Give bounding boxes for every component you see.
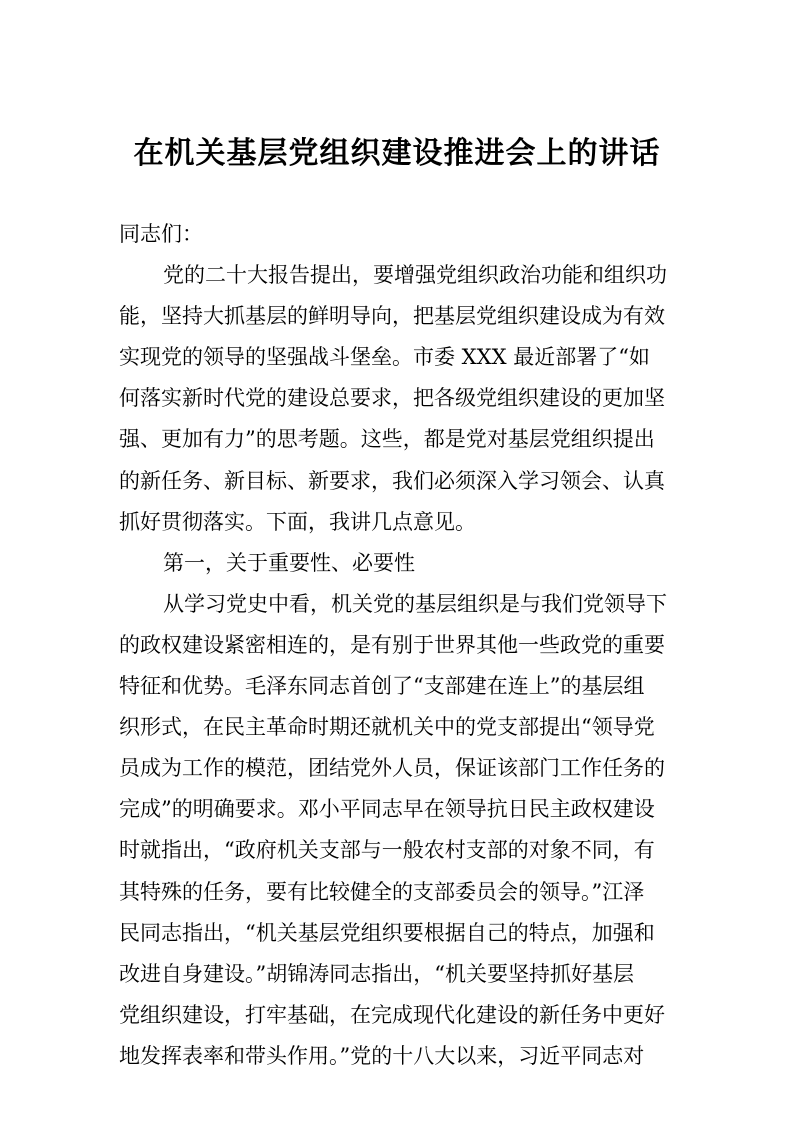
salutation-line: 同志们： <box>119 222 203 246</box>
paragraph-line: 的政权建设紧密相连的，是有别于世界其他一些政党的重要 <box>119 632 665 657</box>
paragraph-line: 实现党的领导的坚强战斗堡垒。市委 XXX 最近部署了“如 <box>119 345 650 370</box>
paragraph-line: 改进自身建设。”胡锦涛同志指出，“机关要坚持抓好基层 <box>119 961 634 986</box>
paragraph-line: 地发挥表率和带头作用。”党的十八大以来，习近平同志对 <box>119 1043 645 1068</box>
paragraph-line: 党的二十大报告提出，要增强党组织政治功能和组织功 <box>163 263 667 288</box>
paragraph-line: 强、更加有力”的思考题。这些，都是党对基层党组织提出 <box>119 427 655 452</box>
paragraph-line: 时就指出，“政府机关支部与一般农村支部的对象不同，有 <box>119 838 655 863</box>
paragraph-line: 党组织建设，打牢基础，在完成现代化建设的新任务中更好 <box>119 1002 665 1027</box>
paragraph-line: 能，坚持大抓基层的鲜明导向，把基层党组织建设成为有效 <box>119 304 665 329</box>
paragraph-line: 抓好贯彻落实。下面，我讲几点意见。 <box>119 509 476 534</box>
section-heading: 第一，关于重要性、必要性 <box>163 550 415 575</box>
paragraph-line: 员成为工作的模范，团结党外人员，保证该部门工作任务的 <box>119 756 665 781</box>
paragraph-line: 织形式，在民主革命时期还就机关中的党支部提出“领导党 <box>119 715 655 740</box>
paragraph-line: 从学习党史中看，机关党的基层组织是与我们党领导下 <box>163 591 667 616</box>
paragraph-line: 何落实新时代党的建设总要求，把各级党组织建设的更加坚 <box>119 386 665 411</box>
document-title: 在机关基层党组织建设推进会上的讲话 <box>133 136 661 171</box>
document-body <box>119 214 675 1077</box>
paragraph-line: 民同志指出，“机关基层党组织要根据自己的特点，加强和 <box>119 920 655 945</box>
paragraph-line: 完成”的明确要求。邓小平同志早在领导抗日民主政权建设 <box>119 797 655 822</box>
paragraph-line: 的新任务、新目标、新要求，我们必须深入学习领会、认真 <box>119 468 665 493</box>
paragraph-line: 其特殊的任务，要有比较健全的支部委员会的领导。”江泽 <box>119 879 645 904</box>
paragraph-line: 特征和优势。毛泽东同志首创了“支部建在连上”的基层组 <box>119 674 645 699</box>
